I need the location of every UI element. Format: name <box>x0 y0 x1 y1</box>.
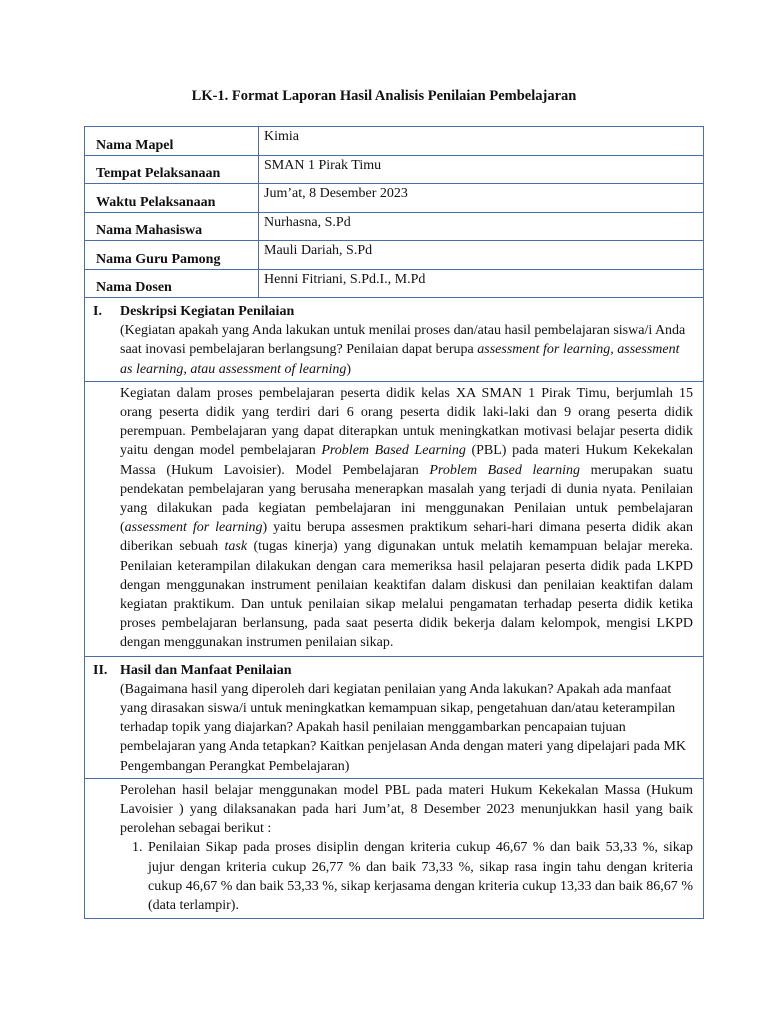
info-label: Nama Dosen <box>85 269 259 298</box>
section-2-number: II. <box>93 662 108 678</box>
section-1-prompt: (Kegiatan apakah yang Anda lakukan untuk menilai proses dan/atau hasil pembelajaran siswa/i Anda saat inovasi pembelajaran berlangsung? Penilaian dapat berupa assessment for learning, assessment as learning, atau assessment of learning) <box>120 323 686 377</box>
section-1-body <box>84 382 704 657</box>
info-row <box>85 241 704 270</box>
info-value: Henni Fitriani, S.Pd.I., M.Pd <box>259 269 704 298</box>
info-row <box>85 127 704 156</box>
section-1-number: I. <box>93 304 102 319</box>
info-label: Nama Mahasiswa <box>85 212 259 241</box>
page-title: LK-1. Format Laporan Hasil Analisis Penilaian Pembelajaran <box>191 88 577 104</box>
section-2-intro: Perolehan hasil belajar menggunakan model PBL pada materi Hukum Kekekalan Massa (Hukum Lavoisier ) yang dilaksanakan pada hari Jum’at, 8 Desember 2023 menunjukkan hasil yang baik perolehan sebagai berikut : <box>120 782 693 837</box>
section-2-list <box>120 838 693 915</box>
info-label: Nama Mapel <box>85 127 259 156</box>
list-item: 1. Penilaian Sikap pada proses disiplin dengan kriteria cukup 46,67 % dan baik 53,33 %, sikap jujur dengan kriteria cukup 26,77 % dan baik 73,33 %, sikap rasa ingin tahu dengan kriteria cukup 46,67 % dan baik 53,33 %, sikap kerjasama dengan kriteria cukup 13,33 dan baik 86,67 % (data terlampir). <box>146 838 693 915</box>
info-row <box>85 184 704 213</box>
info-value: Nurhasna, S.Pd <box>259 212 704 241</box>
section-1-header <box>84 298 704 382</box>
info-value: Mauli Dariah, S.Pd <box>259 241 704 270</box>
info-label: Waktu Pelaksanaan <box>85 184 259 213</box>
info-row <box>85 155 704 184</box>
section-2-header <box>84 657 704 779</box>
info-value: Jum’at, 8 Desember 2023 <box>259 184 704 213</box>
section-2-title: Hasil dan Manfaat Penilaian <box>120 662 292 678</box>
section-1-title: Deskripsi Kegiatan Penilaian <box>120 304 295 319</box>
section-1-prompt-emphasis: assessment for learning, assessment as learning, atau assessment of learning <box>120 342 680 377</box>
info-label: Tempat Pelaksanaan <box>85 155 259 184</box>
section-2-prompt: (Bagaimana hasil yang diperoleh dari kegiatan penilaian yang Anda lakukan? Apakah ada manfaat yang dirasakan siswa/i untuk meningkatkan kemampuan sikap, pengetahuan dan/atau keterampilan terhadap topik yang diajarkan? Apakah hasil penilaian menggambarkan pencapaian tujuan pembelajaran yang Anda tetapkan? Kaitkan penjelasan Anda dengan materi yang dipelajari pada MK Pengembangan Perangkat Pembelajaran) <box>120 681 687 774</box>
info-row <box>85 212 704 241</box>
info-label: Nama Guru Pamong <box>85 241 259 270</box>
info-row <box>85 269 704 298</box>
section-2-body <box>84 779 704 919</box>
section-1-paragraph: Kegiatan dalam proses pembelajaran peserta didik kelas XA SMAN 1 Pirak Timu, berjumlah 15 orang peserta didik yang terdiri dari 6 orang peserta didik laki-laki dan 9 orang peserta didik perempuan. Pembelajaran yang dapat diterapkan untuk meningkatkan motivasi belajar peserta didik yaitu dengan model pembelajaran Problem Based Learning (PBL) pada materi Hukum Kekekalan Massa (Hukum Lavoisier). Model Pembelajaran Problem Based learning merupakan suatu pendekatan pembelajaran yang berusaha menerapkan masalah yang terjadi di dunia nyata. Penilaian yang dilakukan pada kegiatan pembelajaran ini menggunakan Penilaian untuk pembelajaran (assessment for learning) yaitu berupa assesmen praktikum sehari-hari dimana peserta didik akan diberikan sebuah task (tugas kinerja) yang digunakan untuk melatih kemampuan belajar mereka. Penilaian keterampilan dilakukan dengan cara memeriksa hasil pelajaran peserta didik pada LKPD dengan menggunakan instrument penilaian keaktifan dalam diskusi dan penilaian keaktifan dalam kegiatan praktikum. Dan untuk penilaian sikap melalui pengamatan terhadap peserta didik ketika proses pembelajaran berlansung, pada saat peserta didik bekerja dalam kelompok, mengisi LKPD dengan menggunakan instrumen penilaian sikap. <box>120 385 694 651</box>
report-document <box>84 126 704 919</box>
info-value: Kimia <box>259 127 704 156</box>
info-table <box>84 126 704 298</box>
info-value: SMAN 1 Pirak Timu <box>259 155 704 184</box>
